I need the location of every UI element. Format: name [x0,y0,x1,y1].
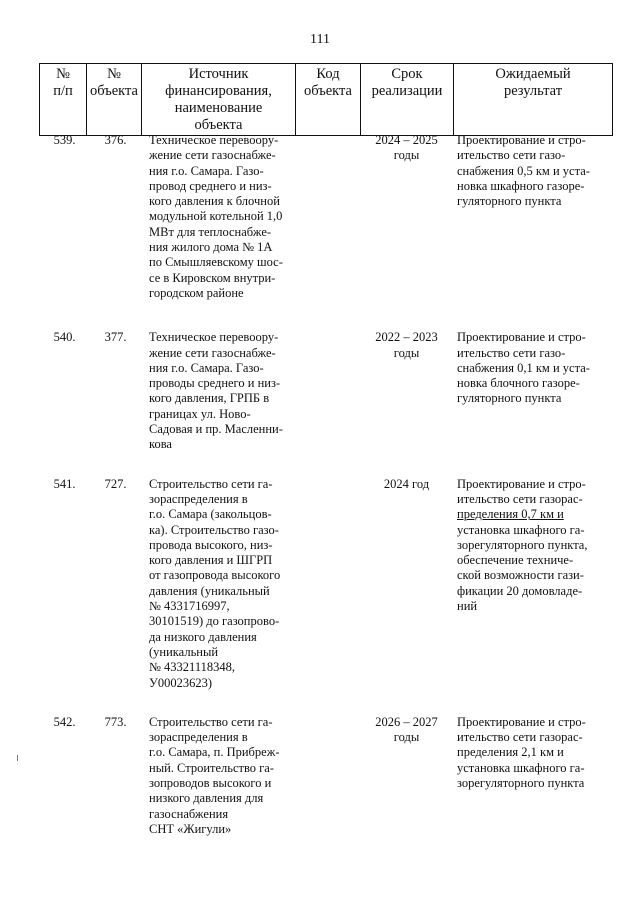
scan-margin-mark [17,755,18,761]
object-number: 727. [104,476,127,491]
expected-result: Проектирование и стро- ительство сети газо- снабжения 0,1 км и уста- новка блочного газоре- гуляторного пункта [457,330,590,406]
object-number: 377. [104,330,127,345]
object-code [295,477,360,691]
source-description: Строительство сети га- зораспределения в г.о. Самара, п. Прибреж- ный. Строительство га- зопроводов высокого и низкого давления для газоснабжения СНТ «Жигули» [149,714,280,836]
header-source: Источник финансирования, наименование объекта [142,64,296,136]
implementation-term: 2022 – 2023 годы [375,330,438,360]
table-row [39,330,612,452]
object-number: 376. [104,133,127,147]
row-number: 539. [53,133,76,147]
expected-result: Проектирование и стро- ительство сети газорас- пределения 0,7 км и установка шкафного га- зорегуляторного пункта, обеспечение техниче- ской возможности гази- фикации 20 домовладе- ний [457,476,588,614]
implementation-term: 2024 год [383,476,430,491]
object-code [295,133,360,301]
header-result: Ожидаемый результат [454,64,613,136]
source-description: Техническое перевоору- жение сети газоснабже- ния г.о. Самара. Газо- провод среднего и низ- кого давления к блочной модульной котельной 1,0 МВт для теплоснабже- ния жилого дома № 1А по Смышляевскому шос- се в Кировском внутри- городском районе [149,133,283,300]
row-number: 540. [53,330,76,345]
source-description: Техническое перевоору- жение сети газоснабже- ния г.о. Самара. Газо- проводы среднего и низ- кого давления, ГРПБ в границах ул. Ново- Садовая и пр. Масленни- кова [149,330,283,452]
source-description: Строительство сети га- зораспределения в г.о. Самара (закольцов- ка). Строительство газо- провода высокого, низ- кого давления и ШГРП от газопровода высокого давления (уникальный № 4331716997, 30101519) до газопрово- да низкого давления (уникальный № 43321118348, У00023623) [149,476,281,690]
table-header [39,63,613,136]
header-object-num: № объекта [87,64,142,136]
row-number: 541. [53,476,76,491]
object-code [295,330,360,452]
expected-result: Проектирование и стро- ительство сети газо- снабжения 0,5 км и уста- новка шкафного газоре- гуляторного пункта [457,133,590,209]
table-body [39,133,612,837]
table-row [39,133,612,301]
object-number: 773. [104,714,127,729]
row-number: 542. [53,714,76,729]
header-term: Срок реализации [361,64,454,136]
header-code: Код объекта [296,64,361,136]
page-number: 111 [310,32,330,47]
implementation-term: 2024 – 2025 годы [375,133,438,163]
expected-result: Проектирование и стро- ительство сети газорас- пределения 2,1 км и установка шкафного га- зорегуляторного пункта [457,714,586,790]
table-row [39,715,612,837]
header-num: № п/п [40,64,87,136]
object-code [295,715,360,837]
table-row [39,477,612,691]
implementation-term: 2026 – 2027 годы [375,714,438,745]
